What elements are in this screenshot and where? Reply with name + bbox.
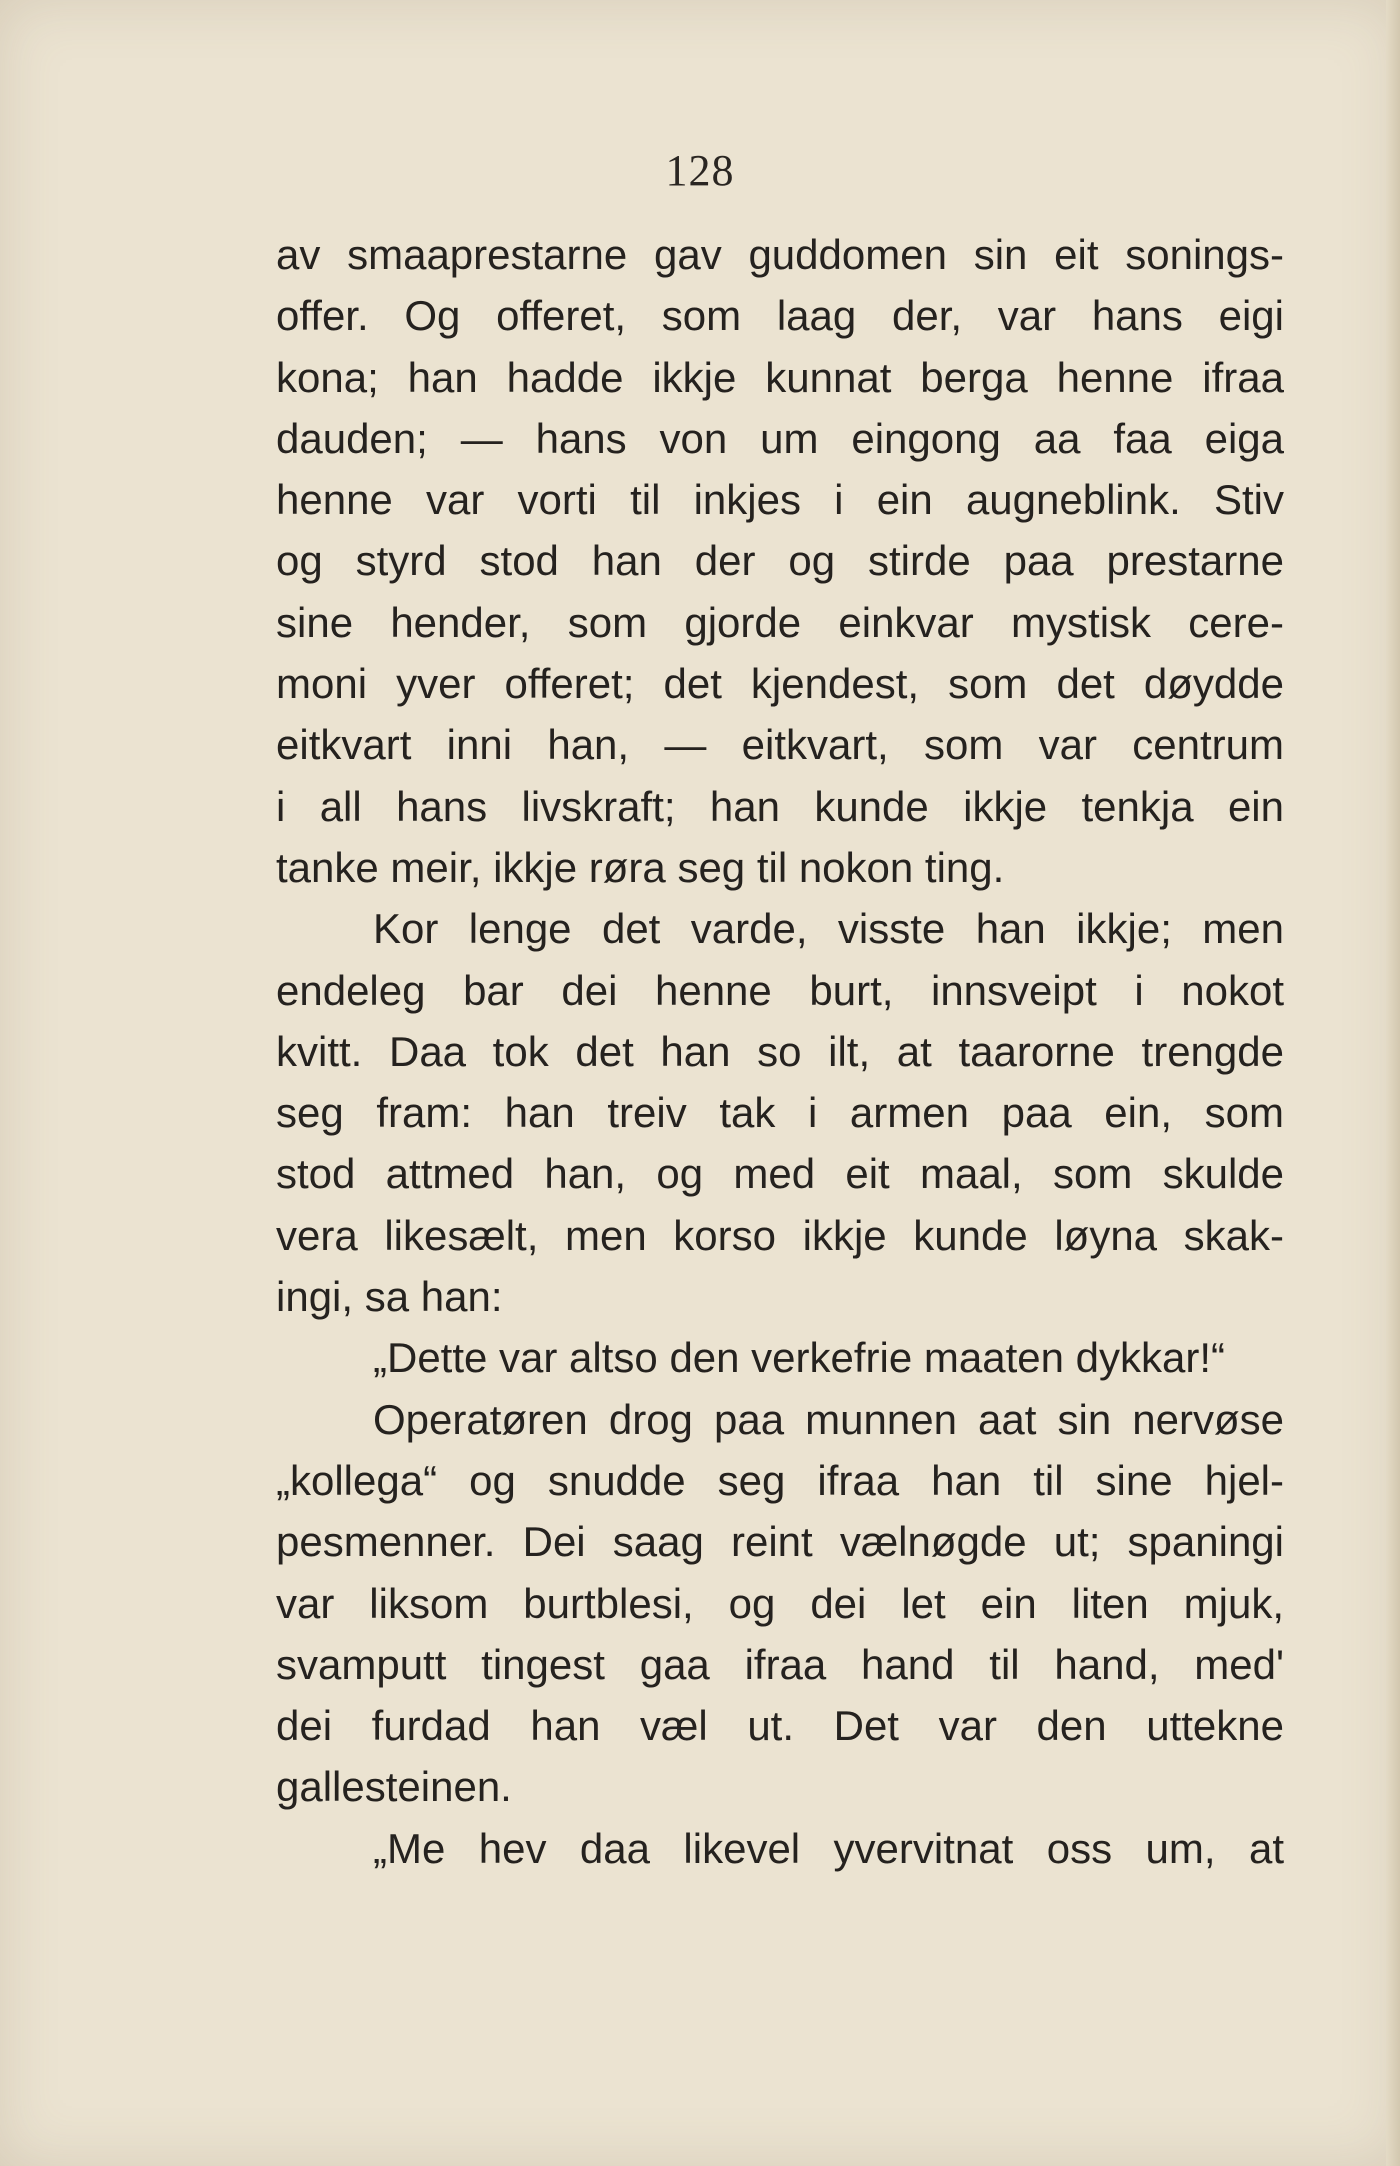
text-line: „Me hev daa likevel yvervitnat oss um, at [373, 1824, 1284, 1872]
text-line: seg fram: han treiv tak i armen paa ein, som [276, 1089, 1284, 1137]
text-line: „Dette var altso den verkefrie maaten dykkar!“ [373, 1334, 1226, 1382]
text-line: moni yver offeret; det kjendest, som det døydde [276, 660, 1284, 708]
text-line: „kollega“ og snudde seg ifraa han til sine hjel- [276, 1456, 1284, 1504]
text-line: Kor lenge det varde, visste han ikkje; men [373, 905, 1284, 953]
text-line: sine hender, som gjorde einkvar mystisk cere- [276, 598, 1284, 646]
text-line: tanke meir, ikkje røra seg til nokon ting. [276, 843, 1005, 891]
text-line: svamputt tingest gaa ifraa hand til hand, med' [276, 1640, 1284, 1688]
text-line: ingi, sa han: [276, 1273, 503, 1321]
text-line: dauden; — hans von um eingong aa faa eiga [276, 414, 1284, 462]
text-line: var liksom burtblesi, og dei let ein liten mjuk, [276, 1579, 1284, 1627]
text-line: Operatøren drog paa munnen aat sin nervøse [373, 1395, 1284, 1443]
text-line: dei furdad han væl ut. Det var den uttekne [276, 1702, 1284, 1750]
text-line: av smaaprestarne gav guddomen sin eit sonings- [276, 231, 1284, 278]
page-edge [1386, 0, 1400, 2166]
text-line: kona; han hadde ikkje kunnat berga henne ifraa [276, 353, 1284, 401]
text-line: vera likesælt, men korso ikkje kunde løyna skak- [276, 1211, 1284, 1259]
text-line: gallesteinen. [276, 1763, 512, 1811]
text-line: kvitt. Daa tok det han so ilt, at taarorne trengde [276, 1027, 1284, 1075]
text-line: stod attmed han, og med eit maal, som skulde [276, 1150, 1284, 1198]
text-line: eitkvart inni han, — eitkvart, som var centrum [276, 721, 1284, 769]
text-line: endeleg bar dei henne burt, innsveipt i nokot [276, 966, 1284, 1014]
page-number: 128 [665, 146, 735, 195]
text-line: henne var vorti til inkjes i ein augneblink. Stiv [276, 476, 1284, 524]
body-text [276, 224, 1284, 1879]
text-line: offer. Og offeret, som laag der, var hans eigi [276, 292, 1284, 340]
text-line: pesmenner. Dei saag reint vælnøgde ut; spaningi [276, 1518, 1284, 1566]
text-line: og styrd stod han der og stirde paa prestarne [276, 537, 1284, 585]
text-line: i all hans livskraft; han kunde ikkje tenkja ein [276, 782, 1284, 830]
